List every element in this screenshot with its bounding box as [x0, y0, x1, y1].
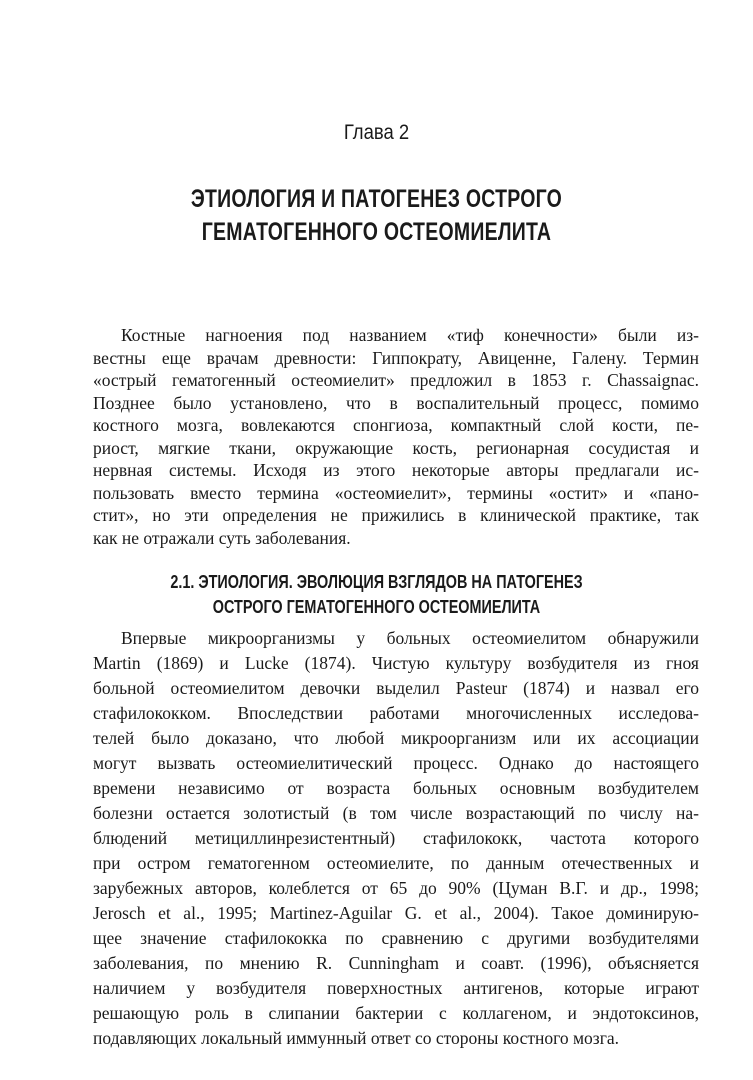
- text-line: болезни остается золотистый (в том числе возрастающий по числу на-: [93, 803, 699, 823]
- text-line: костного мозга, вовлекаются спонгиоза, компактный слой кости, пе-: [93, 415, 699, 435]
- section-heading: [75, 570, 677, 620]
- chapter-label: Глава 2: [343, 121, 410, 144]
- text-line: заболевания, по мнению R. Cunningham и соавт. (1996), объясняется: [93, 953, 699, 973]
- text-line: Позднее было установлено, что в воспалительный процесс, помимо: [93, 392, 699, 413]
- text-line: времени независимо от возраста больных основным возбудителем: [93, 778, 699, 798]
- text-line: решающую роль в слипании бактерии с коллагеном, и эндотоксинов,: [93, 1003, 699, 1023]
- paragraph-intro: [93, 324, 699, 549]
- chapter-title: [83, 183, 670, 249]
- chapter-title-line: ЭТИОЛОГИЯ И ПАТОГЕНЕЗ ОСТРОГО: [190, 185, 563, 213]
- text-line: блюдений метициллинрезистентный) стафилококк, частота которого: [93, 828, 699, 848]
- text-line: могут вызвать остеомиелитический процесс. Однако до настоящего: [93, 753, 699, 773]
- text-line: больной остеомиелитом девочки выделил Pasteur (1874) и назвал его: [93, 678, 699, 698]
- text-line: вестны еще врачам древности: Гиппократу, Авиценне, Галену. Термин: [93, 347, 699, 368]
- text-line: стафилококком. Впоследствии работами многочисленных исследова-: [93, 703, 699, 723]
- text-line: стит», но эти определения не прижились в клинической практике, так: [93, 505, 699, 525]
- text-line: зарубежных авторов, колеблется от 65 до 90% (Цуман В.Г. и др., 1998;: [93, 878, 699, 898]
- text-line: как не отражали суть заболевания.: [93, 527, 351, 548]
- section-heading-line: 2.1. ЭТИОЛОГИЯ. ЭВОЛЮЦИЯ ВЗГЛЯДОВ НА ПАТОГЕНЕЗ: [170, 572, 583, 592]
- chapter-title-line: ГЕМАТОГЕННОГО ОСТЕОМИЕЛИТА: [201, 218, 552, 246]
- text-line: Впервые микроорганизмы у больных остеомиелитом обнаружили: [121, 628, 699, 648]
- text-line: щее значение стафилококка по сравнению с другими возбудителями: [93, 928, 699, 948]
- text-line: наличием у возбудителя поверхностных антигенов, которые играют: [93, 978, 699, 998]
- text-line: нервная системы. Исходя из этого некоторые авторы предлагали ис-: [93, 460, 699, 480]
- section-heading-line: ОСТРОГО ГЕМАТОГЕННОГО ОСТЕОМИЕЛИТА: [212, 597, 541, 617]
- text-line: подавляющих локальный иммунный ответ со стороны костного мозга.: [93, 1028, 620, 1048]
- text-line: Martin (1869) и Lucke (1874). Чистую культуру возбудителя из гноя: [93, 653, 699, 673]
- text-line: риост, мягкие ткани, окружающие кость, регионарная сосудистая и: [93, 437, 699, 458]
- text-line: при остром гематогенном остеомиелите, по данным отечественных и: [93, 853, 699, 873]
- text-line: Jerosch et al., 1995; Martinez-Aguilar G. et al., 2004). Такое доминирую-: [93, 903, 699, 923]
- text-line: Костные нагноения под названием «тиф конечности» были из-: [121, 325, 699, 345]
- text-line: пользовать вместо термина «остеомиелит», термины «остит» и «пано-: [93, 482, 699, 503]
- text-line: телей было доказано, что любой микроорганизм или их ассоциации: [93, 728, 699, 748]
- text-line: «острый гематогенный остеомиелит» предложил в 1853 г. Chassaignac.: [93, 370, 699, 390]
- paragraph-etiology: [93, 626, 699, 1051]
